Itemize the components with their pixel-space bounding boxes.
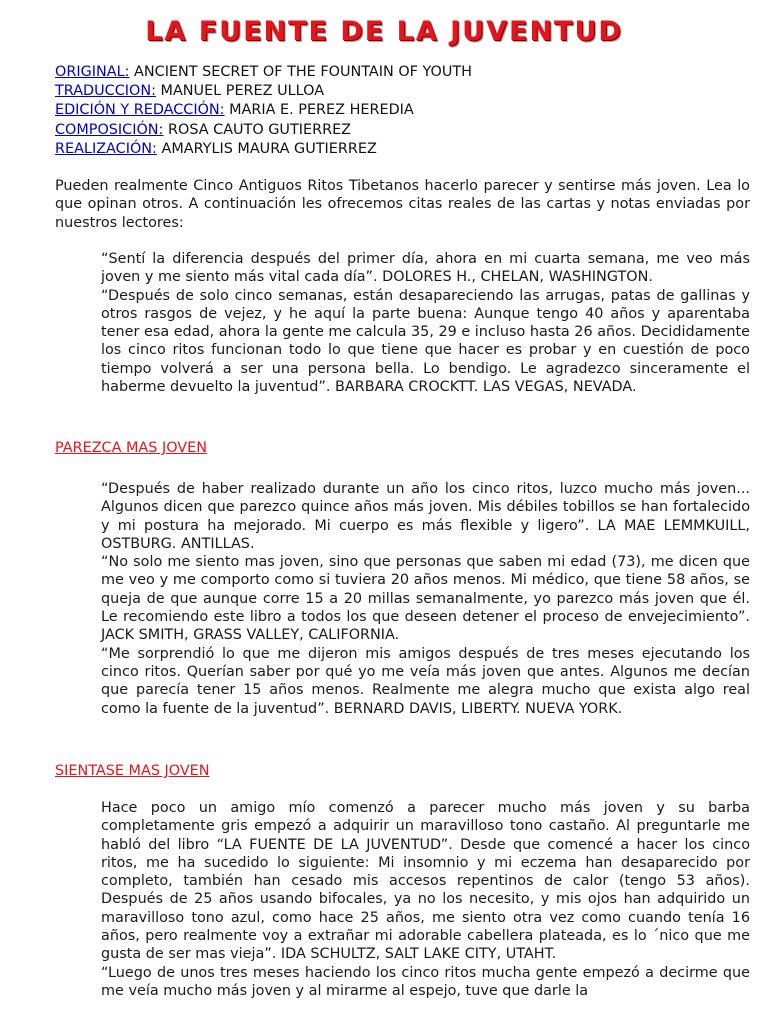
credit-translation: [55, 82, 745, 101]
testimonials-group-2: [101, 480, 750, 718]
testimonial-paragraph: “Me sorprendió lo que me dijeron mis amigos después de tres meses ejecutando los cinco ritos. Querían saber por qué yo me veía más joven que antes. Algunos me decían que parecía tener 15 años menos. Realmente me alegra mucho que exista algo real como la fuente de la juventud”. BERNARD DAVIS, LIBERTY. NUEVA YORK.: [101, 645, 750, 717]
credit-realization-value: AMARYLIS MAURA GUTIERREZ: [161, 140, 377, 157]
testimonial-paragraph: “Después de solo cinco semanas, están desapareciendo las arrugas, patas de gallinas y otros rasgos de vejez, y he aquí la parte buena: Aunque tengo 40 años y aparentaba tener esa edad, ahora la gente me calcula 35, 29 e incluso hasta 26 años. Decididamente los cinco ritos funcionan todo lo que tiene que hacer es probar y en cuestión de poco tiempo volverá a ser una persona bella. Lo bendigo. Le agradezco sinceramente el haberme devuelto la juventud”. BARBARA CROCKTT. LAS VEGAS, NEVADA.: [101, 287, 750, 396]
section-heading-look-younger[interactable]: PAREZCA MAS JOVEN: [55, 440, 208, 456]
credit-composition: [55, 121, 745, 140]
testimonial-paragraph: “No solo me siento mas joven, sino que personas que saben mi edad (73), me dicen que me veo y me comporto como si tuviera 20 años menos. Mi médico, que tiene 58 años, se queja de que aunque corre 15 a 20 millas semanalmente, yo parezco más joven que él. Le recomiendo este libro a todos los que deseen detener el proceso de envejecimiento”. JACK SMITH, GRASS VALLEY, CALIFORNIA.: [101, 554, 750, 644]
credit-translation-value: MANUEL PEREZ ULLOA: [160, 83, 325, 100]
testimonials-group-3: [101, 799, 750, 1000]
testimonial-paragraph: “Después de haber realizado durante un año los cinco ritos, luzco mucho más joven... Algunos dicen que parezco quince años más joven. Mis débiles tobillos se han fortalecido y mi postura ha mejorado. Mi cuerpo es más flexible y ligero”. LA MAE LEMMKUILL, OSTBURG. ANTILLAS.: [101, 481, 750, 552]
intro-paragraph: Pueden realmente Cinco Antiguos Ritos Tibetanos hacerlo parecer y sentirse más joven. Lea lo que opinan otros. A continuación les ofrecemos citas reales de las cartas y notas enviadas por nuestros lectores:: [55, 178, 750, 231]
credit-composition-value: ROSA CAUTO GUTIERREZ: [168, 121, 352, 138]
section-heading-feel-younger[interactable]: SIENTASE MAS JOVEN: [55, 763, 210, 779]
credit-editing: [55, 101, 745, 120]
credit-editing-label[interactable]: EDICIÓN Y REDACCIÓN:: [55, 102, 225, 119]
credit-original: [55, 63, 745, 82]
credit-realization-label[interactable]: REALIZACIÓN:: [55, 140, 157, 157]
credit-translation-label[interactable]: TRADUCCION:: [55, 83, 156, 100]
credit-original-label[interactable]: ORIGINAL:: [55, 64, 130, 80]
testimonial-paragraph: “Sentí la diferencia después del primer día, ahora en mi cuarta semana, me veo más joven y me siento más vital cada día”. DOLORES H., CHELAN, WASHINGTON.: [101, 251, 750, 286]
testimonial-paragraph: Hace poco un amigo mío comenzó a parecer mucho más joven y su barba completamente gris empezó a adquirir un maravilloso tono castaño. Al preguntarle me habló del libro “LA FUENTE DE LA JUVENTUD”. Desde que comencé a hacer los cinco ritos, me ha sucedido lo siguiente: Mi insomnio y mi eczema han desaparecido por completo, también han cesado mis accesos repentinos de calor (tengo 53 años). Después de 25 años usando bifocales, ya no los necesito, y mis ojos han adquirido un maravilloso tono azul, como hace 25 años, me siento otra vez como cuando tenía 16 años, pero realmente voy a extrañar mi adorable cabellera plateada, es lo ´nico que me gusta de ser mas vieja”. IDA SCHULTZ, SALT LAKE CITY, UTAHT.: [101, 800, 750, 963]
testimonial-paragraph: “Luego de unos tres meses haciendo los cinco ritos mucha gente empezó a decirme que me veía mucho más joven y al mirarme al espejo, tuve que darle la: [101, 964, 750, 999]
credit-realization: [55, 140, 745, 159]
credit-editing-value: MARIA E. PEREZ HEREDIA: [229, 102, 414, 119]
document-title: LA FUENTE DE LA JUVENTUD: [145, 16, 623, 47]
credit-original-value: ANCIENT SECRET OF THE FOUNTAIN OF YOUTH: [134, 64, 472, 80]
testimonials-group-1: [101, 250, 750, 396]
credits-block: [55, 63, 745, 159]
credit-composition-label[interactable]: COMPOSICIÓN:: [55, 121, 164, 138]
